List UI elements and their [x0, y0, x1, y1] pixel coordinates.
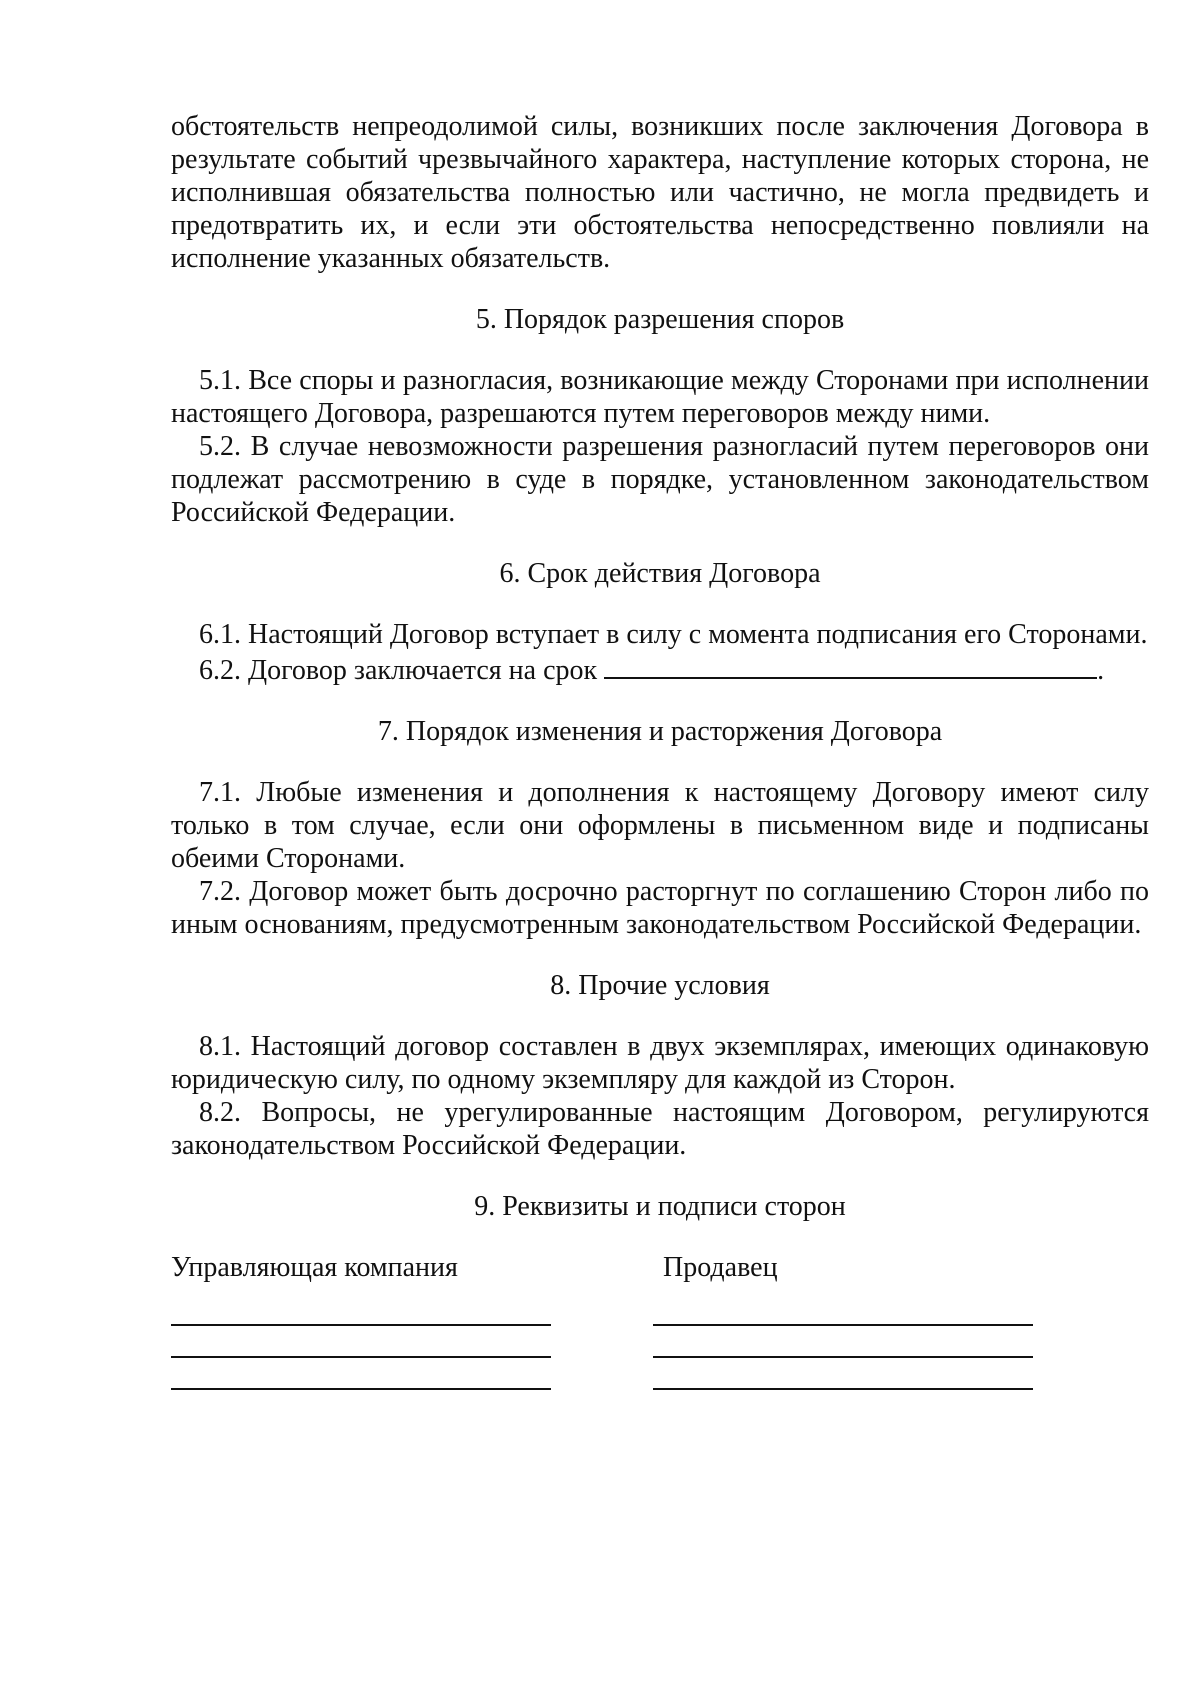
- clause-6-2-end: .: [1097, 655, 1105, 686]
- signature-block: [171, 1251, 1149, 1441]
- clause-6-2: [171, 651, 1149, 687]
- clause-8-2: 8.2. Вопросы, не урегулированные настоящим Договором, регулируются законодательством Российской Федерации.: [171, 1097, 1149, 1161]
- document-page: [171, 110, 1149, 1441]
- section-9-heading: 9. Реквизиты и подписи сторон: [474, 1191, 846, 1222]
- signature-line[interactable]: [171, 1358, 551, 1390]
- clause-7-2: 7.2. Договор может быть досрочно расторгнут по соглашению Сторон либо по иным основаниям, предусмотренным законодательством Российской Федерации.: [171, 876, 1149, 940]
- signature-column-seller: [663, 1251, 1033, 1390]
- clause-5-2: 5.2. В случае невозможности разрешения разногласий путем переговоров они подлежат рассмотрению в суде в порядке, установленном законодательством Российской Федерации.: [171, 431, 1149, 528]
- signature-column-management: [171, 1251, 551, 1390]
- section-8-heading: 8. Прочие условия: [550, 970, 770, 1001]
- section-7-heading: 7. Порядок изменения и расторжения Договора: [377, 716, 943, 747]
- term-blank-line[interactable]: [604, 651, 1097, 679]
- signature-line[interactable]: [171, 1294, 551, 1326]
- signature-line[interactable]: [653, 1326, 1033, 1358]
- party-management-company: Управляющая компания: [171, 1252, 458, 1283]
- party-seller: Продавец: [663, 1252, 778, 1283]
- clause-7-1: 7.1. Любые изменения и дополнения к настоящему Договору имеют силу только в том случае, если они оформлены в письменном виде и подписаны обеими Сторонами.: [171, 777, 1149, 874]
- signature-line[interactable]: [653, 1294, 1033, 1326]
- clause-6-2-text: 6.2. Договор заключается на срок: [199, 655, 598, 686]
- clause-6-1: 6.1. Настоящий Договор вступает в силу с момента подписания его Сторонами.: [199, 619, 1148, 650]
- intro-paragraph: обстоятельств непреодолимой силы, возникших после заключения Договора в результате событий чрезвычайного характера, наступление которых сторона, не исполнившая обязательства полностью или частично, не могла предвидеть и предотвратить их, и если эти обстоятельства непосредственно повлияли на исполнение указанных обязательств.: [171, 111, 1149, 274]
- clause-5-1: 5.1. Все споры и разногласия, возникающие между Сторонами при исполнении настоящего Договора, разрешаются путем переговоров между ними.: [171, 365, 1149, 429]
- section-6-heading: 6. Срок действия Договора: [499, 558, 821, 589]
- signature-line[interactable]: [653, 1358, 1033, 1390]
- section-5-heading: 5. Порядок разрешения споров: [475, 304, 845, 335]
- signature-line[interactable]: [171, 1326, 551, 1358]
- clause-8-1: 8.1. Настоящий договор составлен в двух экземплярах, имеющих одинаковую юридическую силу, по одному экземпляру для каждой из Сторон.: [171, 1031, 1149, 1095]
